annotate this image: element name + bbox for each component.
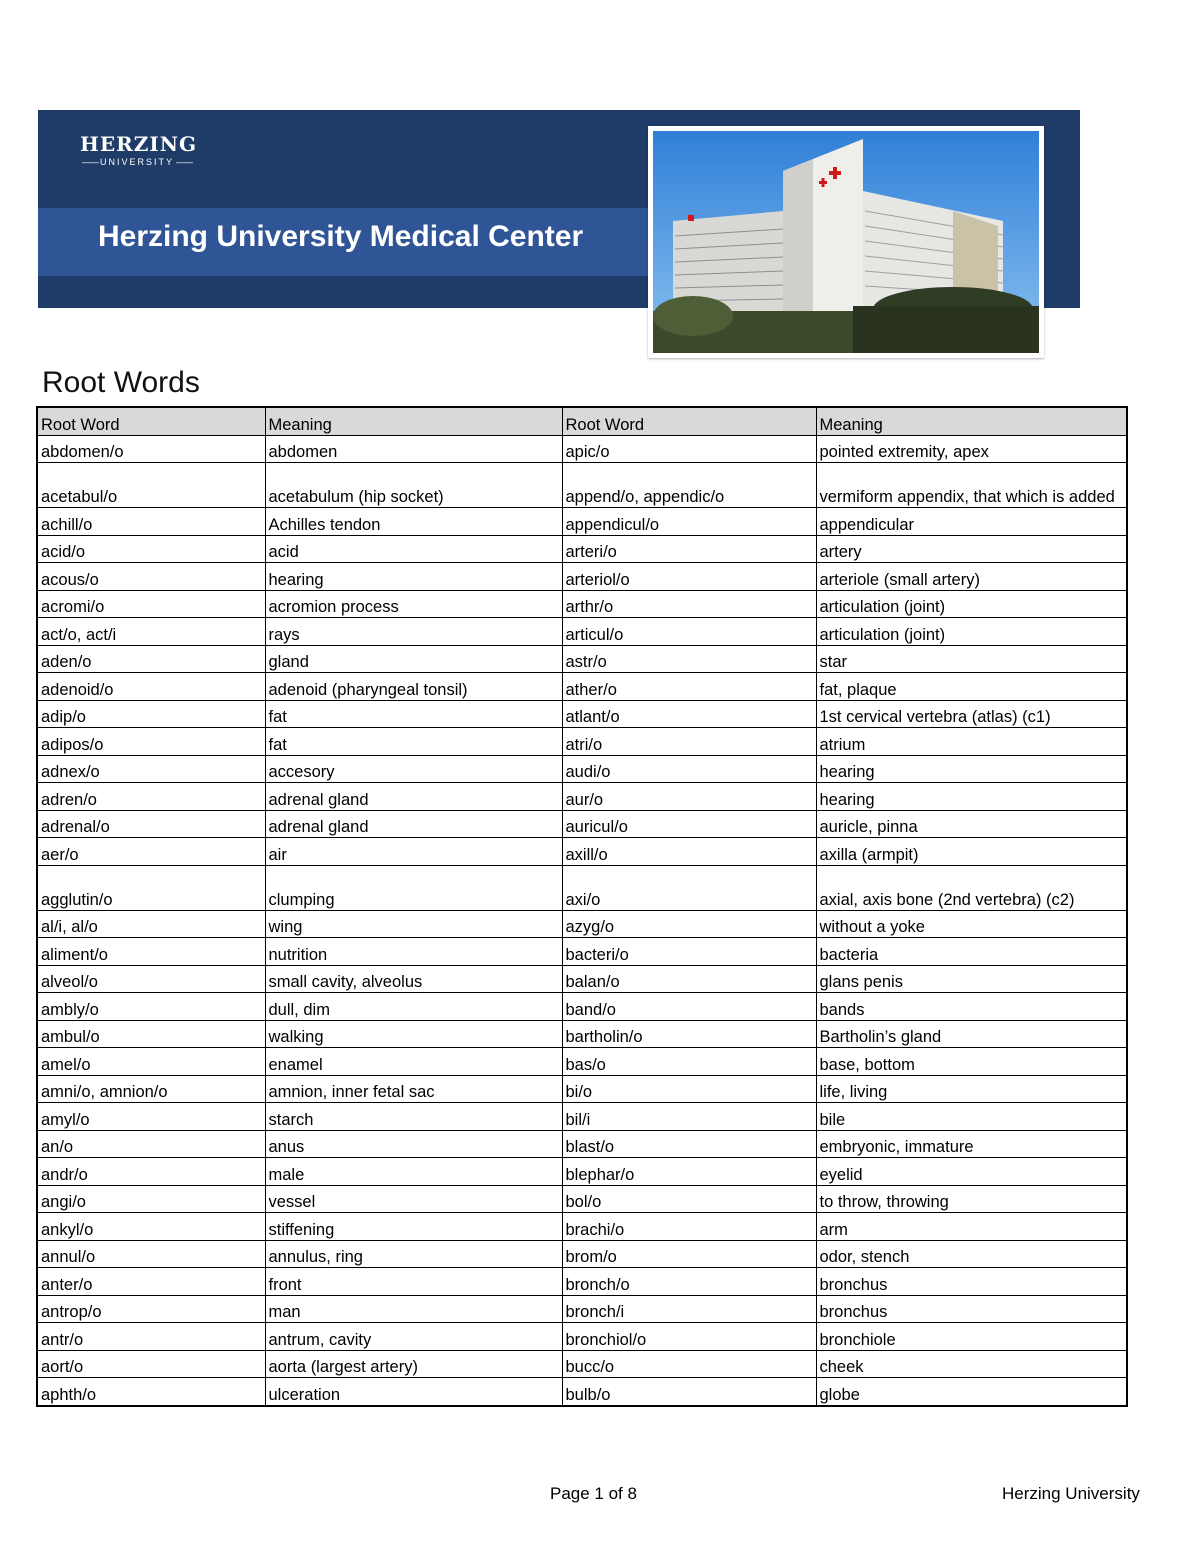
meaning-cell: glans penis [816, 965, 1127, 993]
root-word-cell: auricul/o [562, 810, 816, 838]
root-word-cell: ankyl/o [37, 1213, 265, 1241]
table-row [37, 508, 1127, 536]
root-word-cell: arteri/o [562, 535, 816, 563]
table-row [37, 1378, 1127, 1406]
meaning-cell: stiffening [265, 1213, 562, 1241]
table-row [37, 1075, 1127, 1103]
meaning-cell: bacteria [816, 938, 1127, 966]
root-word-cell: angi/o [37, 1185, 265, 1213]
root-word-cell: antr/o [37, 1323, 265, 1351]
root-word-cell: bi/o [562, 1075, 816, 1103]
root-word-cell: bas/o [562, 1048, 816, 1076]
table-row [37, 590, 1127, 618]
meaning-cell: acid [265, 535, 562, 563]
meaning-cell: vermiform appendix, that which is added [816, 463, 1127, 508]
root-word-cell: aort/o [37, 1350, 265, 1378]
table-row [37, 1020, 1127, 1048]
root-word-cell: arthr/o [562, 590, 816, 618]
meaning-cell: fat [265, 728, 562, 756]
meaning-cell: male [265, 1158, 562, 1186]
meaning-cell: wing [265, 910, 562, 938]
column-header: Meaning [265, 407, 562, 435]
meaning-cell: clumping [265, 865, 562, 910]
root-word-cell: ambly/o [37, 993, 265, 1021]
root-word-cell: acid/o [37, 535, 265, 563]
meaning-cell: enamel [265, 1048, 562, 1076]
table-row [37, 865, 1127, 910]
root-word-cell: brachi/o [562, 1213, 816, 1241]
meaning-cell: hearing [265, 563, 562, 591]
meaning-cell: arteriole (small artery) [816, 563, 1127, 591]
root-word-cell: adenoid/o [37, 673, 265, 701]
meaning-cell: bronchus [816, 1295, 1127, 1323]
table-row [37, 838, 1127, 866]
meaning-cell: ulceration [265, 1378, 562, 1406]
meaning-cell: small cavity, alveolus [265, 965, 562, 993]
root-word-cell: act/o, act/i [37, 618, 265, 646]
meaning-cell: star [816, 645, 1127, 673]
table-row [37, 1213, 1127, 1241]
root-word-cell: annul/o [37, 1240, 265, 1268]
meaning-cell: dull, dim [265, 993, 562, 1021]
root-word-cell: bulb/o [562, 1378, 816, 1406]
meaning-cell: Achilles tendon [265, 508, 562, 536]
table-row [37, 1295, 1127, 1323]
column-header: Meaning [816, 407, 1127, 435]
root-word-cell: append/o, appendic/o [562, 463, 816, 508]
root-word-cell: articul/o [562, 618, 816, 646]
meaning-cell: axilla (armpit) [816, 838, 1127, 866]
root-word-cell: achill/o [37, 508, 265, 536]
page-number: Page 1 of 8 [550, 1484, 637, 1503]
root-word-cell: aer/o [37, 838, 265, 866]
meaning-cell: man [265, 1295, 562, 1323]
table-row [37, 1185, 1127, 1213]
meaning-cell: odor, stench [816, 1240, 1127, 1268]
meaning-cell: acetabulum (hip socket) [265, 463, 562, 508]
root-word-cell: antrop/o [37, 1295, 265, 1323]
hospital-photo [648, 126, 1044, 358]
table-header-row [37, 407, 1127, 435]
root-word-cell: alveol/o [37, 965, 265, 993]
meaning-cell: adrenal gland [265, 810, 562, 838]
root-word-cell: apic/o [562, 435, 816, 463]
table-row [37, 1323, 1127, 1351]
meaning-cell: hearing [816, 755, 1127, 783]
banner-bottom-band [38, 276, 650, 308]
meaning-cell: embryonic, immature [816, 1130, 1127, 1158]
logo-name: HERZING [80, 132, 198, 156]
root-word-cell: bol/o [562, 1185, 816, 1213]
root-word-cell: adnex/o [37, 755, 265, 783]
meaning-cell: acromion process [265, 590, 562, 618]
table-row [37, 673, 1127, 701]
table-row [37, 993, 1127, 1021]
meaning-cell: axial, axis bone (2nd vertebra) (c2) [816, 865, 1127, 910]
meaning-cell: cheek [816, 1350, 1127, 1378]
meaning-cell: fat [265, 700, 562, 728]
root-word-cell: aphth/o [37, 1378, 265, 1406]
root-word-cell: andr/o [37, 1158, 265, 1186]
root-word-cell: axi/o [562, 865, 816, 910]
root-word-cell: acetabul/o [37, 463, 265, 508]
root-word-cell: adip/o [37, 700, 265, 728]
root-word-cell: atri/o [562, 728, 816, 756]
meaning-cell: adrenal gland [265, 783, 562, 811]
root-word-cell: an/o [37, 1130, 265, 1158]
banner-title: Herzing University Medical Center [98, 220, 584, 253]
meaning-cell: eyelid [816, 1158, 1127, 1186]
root-words-table [36, 406, 1128, 1407]
meaning-cell: bronchus [816, 1268, 1127, 1296]
meaning-cell: air [265, 838, 562, 866]
meaning-cell: pointed extremity, apex [816, 435, 1127, 463]
meaning-cell: gland [265, 645, 562, 673]
table-row [37, 938, 1127, 966]
root-word-cell: al/i, al/o [37, 910, 265, 938]
meaning-cell: bronchiole [816, 1323, 1127, 1351]
meaning-cell: to throw, throwing [816, 1185, 1127, 1213]
meaning-cell: life, living [816, 1075, 1127, 1103]
logo-subtitle: —— UNIVERSITY —— [80, 157, 194, 167]
meaning-cell: globe [816, 1378, 1127, 1406]
root-word-cell: aden/o [37, 645, 265, 673]
meaning-cell: Bartholin’s gland [816, 1020, 1127, 1048]
meaning-cell: abdomen [265, 435, 562, 463]
root-word-cell: axill/o [562, 838, 816, 866]
meaning-cell: nutrition [265, 938, 562, 966]
root-word-cell: azyg/o [562, 910, 816, 938]
meaning-cell: auricle, pinna [816, 810, 1127, 838]
table-row [37, 1048, 1127, 1076]
meaning-cell: atrium [816, 728, 1127, 756]
root-word-cell: audi/o [562, 755, 816, 783]
footer-organization: Herzing University [1002, 1484, 1140, 1503]
root-word-cell: arteriol/o [562, 563, 816, 591]
root-word-cell: bronch/o [562, 1268, 816, 1296]
root-word-cell: ather/o [562, 673, 816, 701]
root-word-cell: bronch/i [562, 1295, 816, 1323]
meaning-cell: amnion, inner fetal sac [265, 1075, 562, 1103]
root-word-cell: bucc/o [562, 1350, 816, 1378]
meaning-cell: without a yoke [816, 910, 1127, 938]
table-row [37, 910, 1127, 938]
table-row [37, 563, 1127, 591]
root-word-cell: adrenal/o [37, 810, 265, 838]
table-row [37, 1240, 1127, 1268]
root-word-cell: amni/o, amnion/o [37, 1075, 265, 1103]
root-word-cell: aliment/o [37, 938, 265, 966]
meaning-cell: bile [816, 1103, 1127, 1131]
meaning-cell: rays [265, 618, 562, 646]
root-word-cell: balan/o [562, 965, 816, 993]
root-word-cell: band/o [562, 993, 816, 1021]
meaning-cell: vessel [265, 1185, 562, 1213]
table-row [37, 965, 1127, 993]
root-word-cell: abdomen/o [37, 435, 265, 463]
meaning-cell: walking [265, 1020, 562, 1048]
table-row [37, 810, 1127, 838]
table-row [37, 755, 1127, 783]
root-word-cell: astr/o [562, 645, 816, 673]
meaning-cell: aorta (largest artery) [265, 1350, 562, 1378]
root-word-cell: bacteri/o [562, 938, 816, 966]
root-word-cell: blephar/o [562, 1158, 816, 1186]
table-row [37, 463, 1127, 508]
table-row [37, 535, 1127, 563]
meaning-cell: hearing [816, 783, 1127, 811]
root-word-cell: adren/o [37, 783, 265, 811]
root-word-cell: bil/i [562, 1103, 816, 1131]
root-word-cell: acromi/o [37, 590, 265, 618]
meaning-cell: articulation (joint) [816, 618, 1127, 646]
meaning-cell: artery [816, 535, 1127, 563]
table-row [37, 1268, 1127, 1296]
root-word-cell: atlant/o [562, 700, 816, 728]
table-row [37, 1130, 1127, 1158]
meaning-cell: anus [265, 1130, 562, 1158]
root-word-cell: ambul/o [37, 1020, 265, 1048]
meaning-cell: starch [265, 1103, 562, 1131]
table-row [37, 728, 1127, 756]
root-word-cell: bartholin/o [562, 1020, 816, 1048]
root-word-cell: amyl/o [37, 1103, 265, 1131]
table-row [37, 618, 1127, 646]
root-word-cell: bronchiol/o [562, 1323, 816, 1351]
meaning-cell: antrum, cavity [265, 1323, 562, 1351]
meaning-cell: annulus, ring [265, 1240, 562, 1268]
hospital-building-image [653, 131, 1039, 353]
meaning-cell: articulation (joint) [816, 590, 1127, 618]
root-word-cell: blast/o [562, 1130, 816, 1158]
root-word-cell: brom/o [562, 1240, 816, 1268]
table-row [37, 1158, 1127, 1186]
meaning-cell: adenoid (pharyngeal tonsil) [265, 673, 562, 701]
meaning-cell: bands [816, 993, 1127, 1021]
meaning-cell: appendicular [816, 508, 1127, 536]
table-row [37, 645, 1127, 673]
column-header: Root Word [37, 407, 265, 435]
table-row [37, 1103, 1127, 1131]
table-row [37, 1350, 1127, 1378]
table-row [37, 700, 1127, 728]
meaning-cell: base, bottom [816, 1048, 1127, 1076]
meaning-cell: fat, plaque [816, 673, 1127, 701]
root-word-cell: amel/o [37, 1048, 265, 1076]
root-word-cell: acous/o [37, 563, 265, 591]
meaning-cell: 1st cervical vertebra (atlas) (c1) [816, 700, 1127, 728]
meaning-cell: arm [816, 1213, 1127, 1241]
page-title: Root Words [42, 366, 200, 399]
root-word-cell: appendicul/o [562, 508, 816, 536]
root-word-cell: aur/o [562, 783, 816, 811]
column-header: Root Word [562, 407, 816, 435]
root-word-cell: anter/o [37, 1268, 265, 1296]
table-row [37, 435, 1127, 463]
root-word-cell: adipos/o [37, 728, 265, 756]
meaning-cell: accesory [265, 755, 562, 783]
meaning-cell: front [265, 1268, 562, 1296]
root-word-cell: agglutin/o [37, 865, 265, 910]
table-row [37, 783, 1127, 811]
